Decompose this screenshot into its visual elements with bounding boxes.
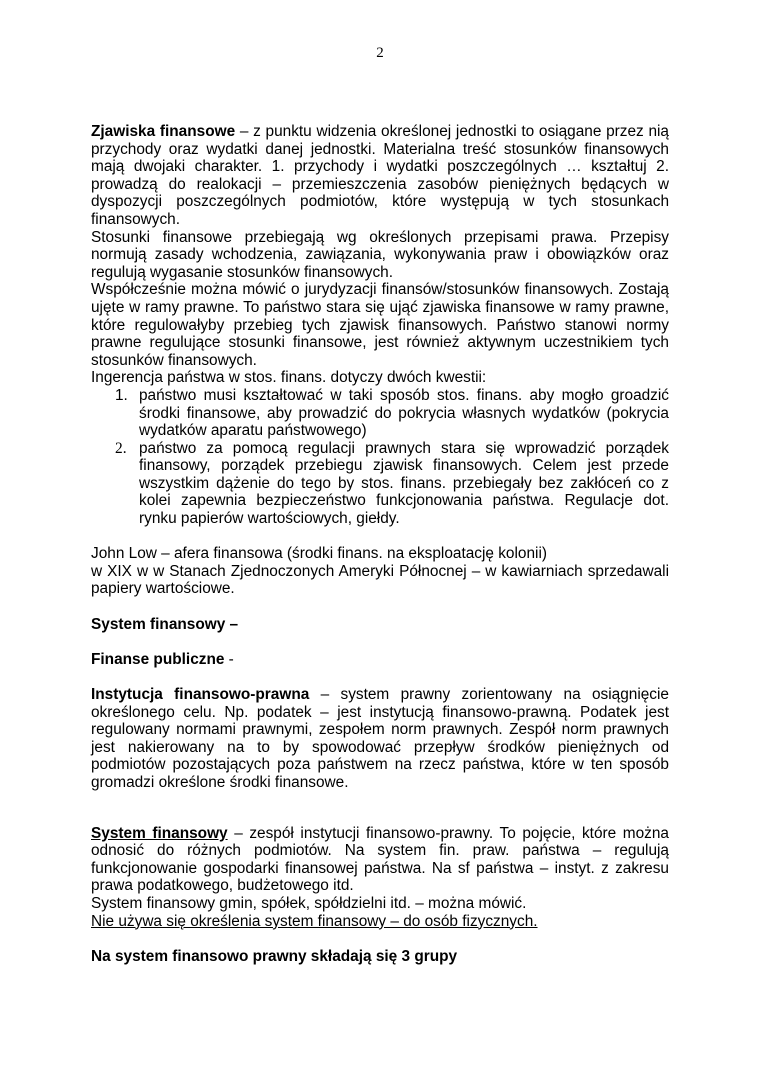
heading-trzy-grupy: Na system finansowo prawny składają się 3 grupy [91, 947, 458, 965]
page-number: 2 [376, 45, 384, 61]
paragraph-text: – z punktu widzenia określonej jednostki to osiągane przez nią przychody oraz wydatki danej jednostki. Materialna treść stosunków finansowych mają dwojaki charakter. 1. przychody i wydatki poszczególnych … kształtuj 2. prowadzą do realokacji – przemieszczenia zasobów pieniężnych będących w dyspozycji poszczególnych podmiotów, które występują w tych stosunkach finansowych. [91, 123, 669, 228]
paragraph-osoby-fizyczne: Nie używa się określenia system finansowy – do osób fizycznych. [91, 912, 538, 930]
list-number: 1. [115, 386, 128, 404]
paragraph-zjawiska-finansowe [91, 123, 669, 229]
paragraph-text: – zespół instytucji finansowo-prawny. To pojęcie, które można odnosić do różnych podmiotów. Na system fin. praw. państwa – regulują funkcjonowanie gospodarki finansowej państwa. Na sf państwa – instyt. z zakresu prawa podatkowego, budżetowego itd. [91, 824, 669, 895]
term-zjawiska-finansowe: Zjawiska finansowe [91, 123, 236, 140]
heading-finanse-publiczne [91, 651, 669, 669]
list-item [115, 440, 669, 528]
list-number: 2. [115, 439, 127, 457]
numbered-list [91, 387, 669, 528]
paragraph-ingerencja: Ingerencja państwa w stos. finans. dotyczy dwóch kwestii: [91, 369, 487, 387]
term-finanse-publiczne: Finanse publiczne [91, 650, 225, 668]
heading-rest: - [224, 650, 234, 668]
page-content [91, 123, 669, 965]
list-item-text: państwo musi kształtować w taki sposób stos. finans. aby mogło groadzić środki finansowe, aby prowadzić do pokrycia własnych wydatków (pokrycia wydatków aparatu państwowego) [139, 386, 669, 440]
term-instytucja-finansowo-prawna: Instytucja finansowo-prawna [91, 686, 310, 703]
paragraph-stosunki-finansowe: Stosunki finansowe przebiegają wg określonych przepisami prawa. Przepisy normują zasady wchodzenia, zawiązania, wykonywania praw i obowiązków oraz regulują wygasanie stosunków finansowych. [91, 228, 669, 281]
paragraph-instytucja-finansowo-prawna [91, 686, 669, 792]
paragraph-system-finansowy-definition [91, 825, 669, 895]
paragraph-text: – system prawny zorientowany na osiągnięcie określonego celu. Np. podatek – jest instytucją finansowo-prawną. Podatek jest regulowany normami prawnymi, zespołem norm prawnych. Zespół norm prawnych jest nakierowany na to by spowodować przepływ środków pieniężnych od podmiotów pozostających poza państwem na rzecz państwa, które w ten sposób gromadzi określone środki finansowe. [91, 686, 669, 791]
paragraph-john-low: John Low – afera finansowa (środki finans. na eksploatację kolonii) [91, 545, 547, 563]
paragraph-jurydyzacja: Współcześnie można mówić o jurydyzacji finansów/stosunków finansowych. Zostają ujęte w ramy prawne. To państwo stara się ująć zjawiska finansowe w ramy prawne, które regulowałyby przebieg tych zjawisk finansowych. Państwo stanowi normy prawne regulujące stosunki finansowe, jest również aktywnym uczestnikiem tych stosunków finansowych. [91, 281, 669, 369]
paragraph-system-gmin: System finansowy gmin, spółek, spółdzielni itd. – można mówić. [91, 894, 527, 912]
heading-system-finansowy: System finansowy – [91, 615, 239, 633]
list-item-text: państwo za pomocą regulacji prawnych stara się wprowadzić porządek finansowy, porządek przebiegu zjawisk finansowych. Celem jest przede wszystkim dążenie do tego by stos. finans. przebiegały bez zakłóceń co z kolei zapewnia bezpieczeństwo funkcjonowania państwa. Regulacje dot. rynku papierów wartościowych, giełdy. [139, 439, 669, 528]
paragraph-xix-wiek: w XIX w w Stanach Zjednoczonych Ameryki Północnej – w kawiarniach sprzedawali papiery wartościowe. [91, 562, 669, 598]
list-item [115, 387, 669, 440]
term-system-finansowy: System finansowy [91, 824, 228, 842]
